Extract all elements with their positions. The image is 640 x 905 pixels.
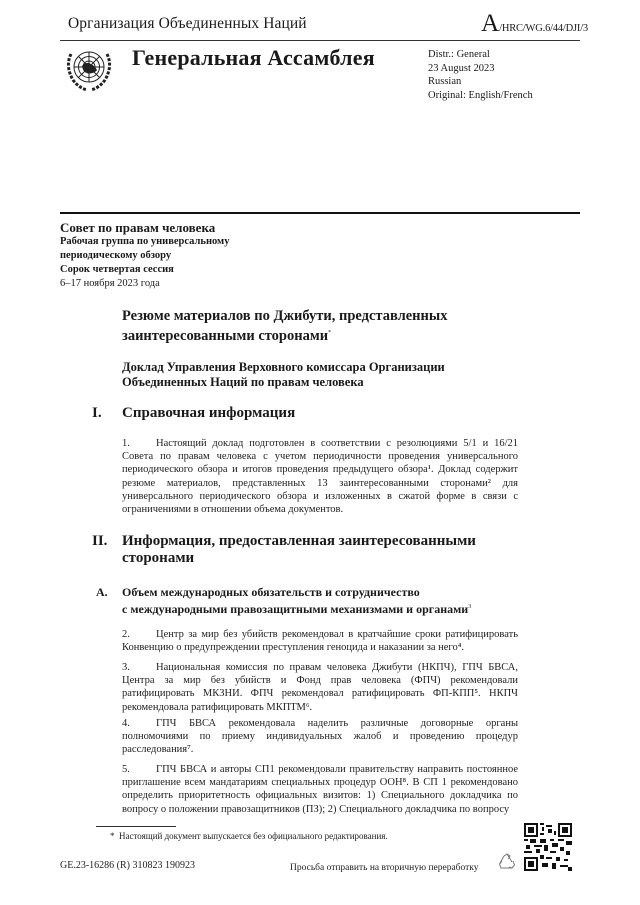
header-rule	[60, 40, 580, 41]
subsection-line1: Объем международных обязательств и сотрудничество	[122, 585, 420, 599]
working-group-line1: Рабочая группа по универсальному	[60, 236, 230, 247]
title-footnote-mark[interactable]: *	[328, 330, 332, 336]
document-subtitle	[122, 360, 522, 390]
section-heading-2	[92, 533, 476, 566]
distribution-block	[428, 48, 533, 102]
paragraph-text: Настоящий доклад подготовлен в соответствии с резолюциями 5/1 и 16/21 Совета по правам человека с учетом периодичности проведения универсального периодического обзора и итогов проведения предыдущего обзора¹. Доклад содержит резюме материалов, представленных 13 заинтересованными сторонами² для универсального периодического обзора и изложенных в сжатой форме в связи с ограничениями в отношении объема документов.	[122, 438, 518, 516]
distribution-language: Russian	[428, 76, 462, 87]
paragraph-text: Центр за мир без убийств рекомендовал в кратчайшие сроки ратифицировать Конвенцию о предупреждении преступления геноцида и наказании за него⁴.	[122, 629, 518, 654]
thick-rule	[60, 212, 580, 214]
section-number: I.	[92, 405, 102, 421]
subsection-line2: с международными правозащитными механизмами и органами	[122, 602, 469, 616]
subtitle-line1: Доклад Управления Верховного комиссара Организации	[122, 360, 445, 374]
document-title	[122, 308, 522, 345]
paragraph-number: 4.	[122, 718, 130, 729]
paragraph-number: 3.	[122, 662, 130, 673]
paragraph-number: 2.	[122, 629, 130, 640]
section-title: Информация, предоставленная заинтересованными сторонами	[122, 533, 476, 566]
session-dates: 6–17 ноября 2023 года	[60, 278, 160, 289]
original-language: Original: English/French	[428, 89, 533, 101]
subsection-number: A.	[96, 585, 108, 599]
distribution-date: 23 August 2023	[428, 62, 495, 74]
symbol-code: /HRC/WG.6/44/DJI/3	[499, 23, 588, 34]
session-name: Сорок четвертая сессия	[60, 264, 174, 275]
paragraph-text: ГПЧ БВСА и авторы СП1 рекомендовали правительству направить постоянное приглашение всем мандатариям специальных процедур ООН⁸. В СП 1 рекомендовано определить приоритетность официальных визитов: 1) Специального докладчика по вопросу о положении правозащитников (ПЗ); 2) Специального докладчика по вопросу	[122, 764, 518, 815]
un-emblem-icon	[62, 44, 116, 94]
organization-name: Организация Объединенных Наций	[68, 15, 307, 32]
document-symbol	[481, 10, 588, 38]
council-name: Совет по правам человека	[60, 220, 216, 235]
section-title: Справочная информация	[122, 405, 296, 421]
paragraph-4	[122, 717, 518, 757]
distribution-status: Distr.: General	[428, 49, 490, 60]
footnote-mark: *	[110, 831, 115, 841]
working-group-line2: периодическому обзору	[60, 250, 172, 261]
subsection-footnote-mark[interactable]: 3	[468, 604, 472, 610]
title-line1: Резюме материалов по Джибути, представленных	[122, 308, 448, 324]
section-number: II.	[92, 533, 108, 549]
footnote-rule	[96, 826, 176, 827]
job-number: GE.23-16286 (R) 310823 190923	[60, 860, 195, 871]
subtitle-line2: Объединенных Наций по правам человека	[122, 375, 364, 389]
recycle-note: Просьба отправить на вторичную переработку	[290, 863, 479, 873]
paragraph-text: ГПЧ БВСА рекомендовала наделить различные договорные органы полномочиями по приему индивидуальных жалоб и проведению процедур расследования⁷.	[122, 718, 518, 756]
paragraph-number: 1.	[122, 438, 130, 449]
section-heading-1	[92, 405, 296, 422]
symbol-prefix: A	[481, 10, 500, 37]
paragraph-2	[122, 628, 518, 654]
paragraph-3	[122, 661, 518, 714]
paragraph-1	[122, 437, 518, 516]
council-block	[60, 221, 229, 291]
paragraph-number: 5.	[122, 764, 130, 775]
recycle-icon	[497, 852, 517, 872]
body-title: Генеральная Ассамблея	[132, 45, 375, 70]
title-line2: заинтересованными сторонами	[122, 327, 329, 344]
qr-code-icon[interactable]	[524, 823, 572, 871]
paragraph-5	[122, 763, 518, 816]
footnote	[110, 831, 388, 841]
paragraph-text: Национальная комиссия по правам человека Джибути (НКПЧ), ГПЧ БВСА, Центра за мир без убийств и Фонд прав человека (ФПЧ) рекомендовали ратифицировать МКЗНИ. ФПЧ рекомендовал ратифицировать ФП-КПП⁵. НКПЧ рекомендовала ратифицировать МКПТМ⁶.	[122, 662, 518, 713]
footnote-text: Настоящий документ выпускается без официального редактирования.	[119, 831, 388, 841]
